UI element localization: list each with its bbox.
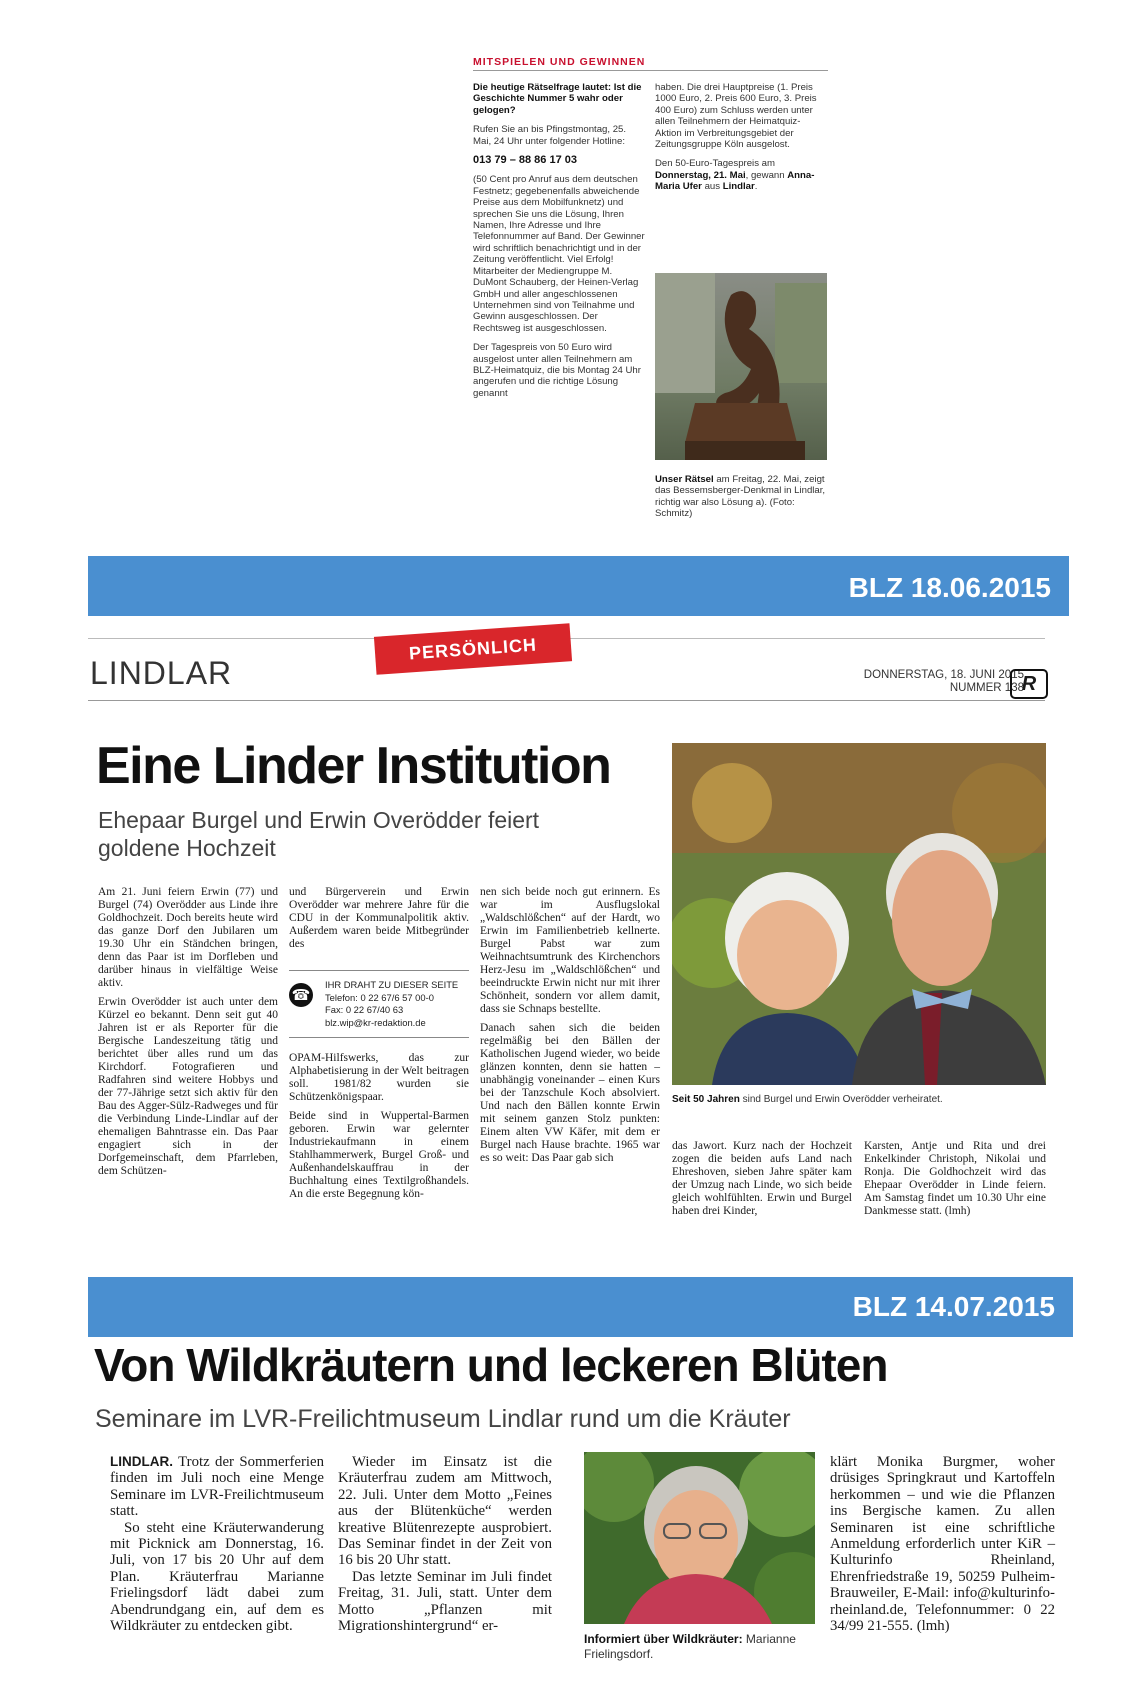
quiz-photo-caption	[655, 474, 827, 520]
contact-lines	[325, 979, 458, 1029]
article2-col2-p2: Das letzte Seminar im Juli findet Freitag, 31. Juli, statt. Unter dem Motto „Pflanzen mit Migrationshintergrund“ er-	[338, 1568, 552, 1635]
contact-title: IHR DRAHT ZU DIESER SEITE	[325, 979, 459, 990]
dateline	[780, 669, 1024, 695]
header-rule-bottom	[88, 700, 1045, 701]
article1-col1-p1: Am 21. Juni feiern Erwin (77) und Burgel (74) Overödder aus Linde ihre Goldhochzeit. Doch bereits heute wird das ganze Dorf den Jubilaren um 19.30 Uhr ein Ständchen bringen, denn das Paar ist im Dorfleben und darüber hinaus in vielfältige Weise aktiv.	[98, 886, 278, 989]
article1-col2	[289, 886, 469, 957]
article2-col1-p2: So steht eine Kräuterwanderung mit Picknick am Donnerstag, 16. Juli, von 17 bis 20 Uhr auf dem Plan. Kräuterfrau Marianne Frielingsdorf lädt dabei zum Abendrundgang ein, auf dem es Wildkräuter zu entdecken gibt.	[110, 1519, 324, 1635]
date-band-1	[88, 556, 1069, 616]
winner-name: Anna-Maria Ufer	[655, 169, 815, 193]
article1-col2-p3: Beide sind in Wuppertal-Barmen geboren. Erwin war gelernter Industriekaufmann in einem Stahlhammerwerk, Burgel Groß- und Außenhandelskauffrau in der Buchhaltung eines Textilgroßhandels. An die erste Begegnung kön-	[289, 1110, 469, 1200]
herb-caption-text: Marianne Frielingsdorf.	[584, 1632, 796, 1661]
article2-col1-p1	[110, 1454, 324, 1520]
date-band-2-label: BLZ 14.07.2015	[852, 1291, 1055, 1322]
quiz-header: MITSPIELEN UND GEWINNEN	[473, 56, 646, 68]
article1-headline: Eine Linder Institution	[96, 737, 611, 795]
quiz-winner: Den 50-Euro-Tagespreis am Donnerstag, 21. Mai, gewann Anna-Maria Ufer aus Lindlar.	[655, 158, 815, 193]
contact-fax: Fax: 0 22 67/40 63	[325, 1004, 404, 1015]
statue-photo	[655, 273, 827, 460]
article1-col1	[98, 886, 278, 1184]
article2-subheadline: Seminare im LVR-Freilichtmuseum Lindlar rund um die Kräuter	[95, 1405, 791, 1433]
article1-col4	[672, 1140, 852, 1224]
contact-box	[289, 970, 469, 1038]
herb-caption-bold: Informiert über Wildkräuter:	[584, 1632, 743, 1646]
article1-col3	[480, 886, 660, 1171]
quiz-call-text: Rufen Sie an bis Pfingstmontag, 25. Mai, 24 Uhr unter folgender Hotline:	[473, 124, 627, 147]
couple-caption-text: sind Burgel und Erwin Overödder verheiratet.	[742, 1094, 943, 1105]
winner-date: Donnerstag, 21. Mai	[655, 169, 746, 181]
quiz-hotline: 013 79 – 88 86 17 03	[473, 154, 577, 167]
article2-col1-text1: Trotz der Sommerferien finden im Juli noch eine Menge Seminare im LVR-Freilichtmuseum statt.	[110, 1454, 324, 1520]
article1-subheadline: Ehepaar Burgel und Erwin Overödder feiert goldene Hochzeit	[98, 807, 540, 861]
dateline-date: DONNERSTAG, 18. JUNI 2015	[863, 669, 1024, 681]
couple-photo	[672, 743, 1046, 1085]
quiz-cost-text: (50 Cent pro Anruf aus dem deutschen Festnetz; gegebenenfalls abweichende Preise aus dem Mobilfunknetz) und sprechen Sie uns die Lösung, Ihren Namen, Ihre Adresse und Ihre Telefonnummer auf Band. Der Gewinner wird schriftlich benachrichtigt und in der Zeitung veröffentlicht. Viel Erfolg! Mitarbeiter der Mediengruppe M. DuMont Schauberg, der Heinen-Verlag GmbH und aller angeschlossenen Unternehmen sind von Teilnahme und Gewinn ausgeschlossen. Der Rechtsweg ist ausgeschlossen.	[473, 174, 645, 334]
quiz-daily-prize: Der Tagespreis von 50 Euro wird ausgelost unter allen Teilnehmern am BLZ-Heimatquiz, die bis Montag 24 Uhr angerufen und die richtige Lösung genannt	[473, 342, 641, 399]
article1-col1-p2: Erwin Overödder ist auch unter dem Kürzel eo bekannt. Denn seit gut 40 Jahren ist er als Reporter für die Bergische Landeszeitung tätig und berichtet über alles rund um das Kirchdorf. Fotografieren und Radfahren sind weitere Hobbys und der 77-Jährige setzt sich aktiv für den Bau des Agger-Sülz-Radweges und für die Verbindung Linde-Lindlar auf der ehemaligen Bahntrasse ein. Das Paar engagiert sich in der Dorfgemeinschaft, dem Pfarrleben, dem Schützen-	[98, 996, 278, 1177]
article2-headline: Von Wildkräutern und leckeren Blüten	[94, 1339, 888, 1391]
article1-col2-lower	[289, 1052, 469, 1207]
article2-col2-p1: Wieder im Einsatz ist die Kräuterfrau zudem am Mittwoch, 22. Juli. Unter dem Motto „Feines aus der Blütenküche“ werden kreative Blütenrezepte ausprobiert. Das Seminar findet in der Zeit von 16 bis 20 Uhr statt.	[338, 1454, 552, 1569]
winner-town: Lindlar	[722, 181, 755, 193]
herb-woman-photo	[584, 1452, 815, 1624]
article2-col4-p1: klärt Monika Burgmer, woher drüsiges Springkraut und Kartoffeln herkommen – und wie die Pflanzen ins Bergische kamen. Zu allen Seminaren ist eine schriftliche Anmeldung erforderlich unter KiR – Kulturinfo Rheinland, Ehrenfriedstraße 19, 50259 Pulheim-Brauweiler, E-Mail: info@kulturinfo-rheinland.de, Telefonnummer: 0 22 34/99 21-555. (lmh)	[830, 1454, 1055, 1635]
couple-caption-bold: Seit 50 Jahren	[672, 1094, 740, 1105]
quiz-prizes-text: haben. Die drei Hauptpreise (1. Preis 1000 Euro, 2. Preis 600 Euro, 3. Preis 400 Euro) zum Schluss werden unter allen Teilnehmern der Heimatquiz-Aktion im Verbreitungsgebiet der Zeitungsgruppe Köln ausgelost.	[655, 82, 817, 151]
date-band-1-label: BLZ 18.06.2015	[848, 572, 1051, 603]
contact-email: blz.wip@kr-redaktion.de	[325, 1016, 426, 1028]
article1-col5-p1: Karsten, Antje und Rita und drei Enkelkinder Christoph, Nikolai und Ronja. Die Goldhochzeit wird das Ehepaar Overödder in Linde feiern. Am Samstag findet um 10.30 Uhr eine Dankmesse statt. (lmh)	[864, 1140, 1046, 1217]
phone-icon: ☎	[289, 983, 313, 1007]
article2-col4	[830, 1454, 1055, 1634]
article1-col4-p1: das Jawort. Kurz nach der Hochzeit zogen die beiden aufs Land nach Ehreshoven, sieben Jahre später kam der Umzug nach Linde, wo sich beide gleich wohlfühlten. Erwin und Burgel haben drei Kinder,	[672, 1140, 852, 1217]
article2-dateline: LINDLAR.	[110, 1454, 173, 1469]
quiz-question: Die heutige Rätselfrage lautet: Ist die Geschichte Nummer 5 wahr oder gelogen?	[473, 82, 642, 116]
winner-from: aus	[704, 181, 721, 193]
section-title: LINDLAR	[90, 655, 233, 691]
date-band-2	[88, 1277, 1073, 1337]
article1-col2-p1: und Bürgerverein und Erwin Overödder war mehrere Jahre für die CDU in der Kommunalpolitik aktiv. Außerdem waren beide Mitbegründer des	[289, 886, 469, 950]
herb-photo-caption	[584, 1632, 815, 1662]
newspaper-logo: R	[1010, 669, 1048, 699]
winner-mid: , gewann	[745, 169, 785, 181]
quiz-right-column	[655, 82, 827, 201]
article1-col3-p2: Danach sahen sich die beiden regelmäßig bei den Bällen der Katholischen Jugend wieder, wo beide glänzen konnten, denn sie hatten – unabhängig voneinander – einen Kurs bei der Tanzschule Koch absolviert. Und nach den Bällen konnte Erwin mit seinem ganzen Stolz punkten: Einem alten VW Käfer, mit dem er Burgel nach Hause brachte. 1965 war es so weit: Das Paar gab sich	[480, 1022, 660, 1164]
winner-prefix: Den 50-Euro-Tagespreis am	[655, 158, 775, 170]
contact-phone: Telefon: 0 22 67/6 57 00-0	[325, 991, 434, 1003]
quiz-left-column	[473, 82, 645, 407]
quiz-rule	[473, 70, 828, 71]
article1-col5	[864, 1140, 1046, 1224]
article2-col1	[110, 1454, 324, 1634]
article1-col2-p2: OPAM-Hilfswerks, das zur Alphabetisierung in der Welt beitragen soll. 1981/82 wurden sie Schützenkönigspaar.	[289, 1052, 469, 1103]
caption-text: am Freitag, 22. Mai, zeigt das Bessemsberger-Denkmal in Lindlar, richtig war also Lösung a). (Foto: Schmitz)	[655, 474, 826, 520]
article2-col2	[338, 1454, 552, 1634]
caption-bold: Unser Rätsel	[655, 474, 714, 485]
couple-photo-caption	[672, 1094, 1046, 1105]
article1-col3-p1: nen sich beide noch gut erinnern. Es war im Ausflugslokal „Waldschlößchen“ auf der Hardt, wo Erwin im Familienbetrieb kellnerte. Burgel Pabst war zum Weihnachtsumtrunk des Kirchenchors Herz-Jesu im „Waldschlößchen“ und beeindruckte Erwin nicht nur mit ihrer Schönheit, sondern vor allem damit, dass sie Schnaps bestellte.	[480, 886, 660, 1015]
persoenlich-stamp: PERSÖNLICH	[374, 623, 572, 675]
dateline-issue: NUMMER 138	[949, 682, 1024, 694]
